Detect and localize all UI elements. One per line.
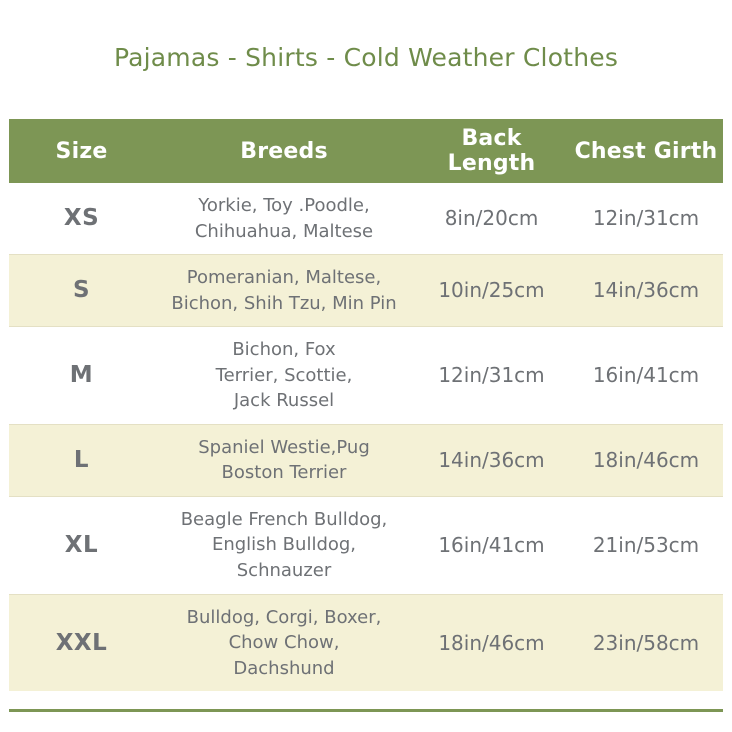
cell-breeds: Bulldog, Corgi, Boxer, Chow Chow, Dachshund: [154, 594, 414, 691]
cell-back-length: 14in/36cm: [414, 424, 569, 496]
cell-breeds: Yorkie, Toy .Poodle, Chihuahua, Maltese: [154, 183, 414, 255]
column-header-breeds: Breeds: [154, 119, 414, 183]
cell-size: S: [9, 255, 154, 327]
cell-chest-girth: 12in/31cm: [569, 183, 723, 255]
cell-chest-girth: 16in/41cm: [569, 327, 723, 425]
cell-back-length: 18in/46cm: [414, 594, 569, 691]
cell-back-length: 16in/41cm: [414, 496, 569, 594]
cell-chest-girth: 23in/58cm: [569, 594, 723, 691]
cell-size: XXL: [9, 594, 154, 691]
cell-chest-girth: 18in/46cm: [569, 424, 723, 496]
table-row: [9, 255, 723, 327]
cell-size: L: [9, 424, 154, 496]
page-title: Pajamas - Shirts - Cold Weather Clothes: [113, 43, 619, 72]
cell-back-length: 10in/25cm: [414, 255, 569, 327]
cell-breeds: Pomeranian, Maltese, Bichon, Shih Tzu, Min Pin: [154, 255, 414, 327]
size-chart-table-container: [9, 119, 723, 691]
size-chart-table: [9, 119, 723, 691]
cell-breeds: Bichon, Fox Terrier, Scottie, Jack Russel: [154, 327, 414, 425]
cell-chest-girth: 21in/53cm: [569, 496, 723, 594]
table-row: [9, 424, 723, 496]
table-body: [9, 183, 723, 691]
bottom-divider: [9, 709, 723, 712]
table-row: [9, 183, 723, 255]
column-header-size: Size: [9, 119, 154, 183]
cell-breeds: Spaniel Westie,Pug Boston Terrier: [154, 424, 414, 496]
cell-back-length: 8in/20cm: [414, 183, 569, 255]
cell-size: XS: [9, 183, 154, 255]
cell-back-length: 12in/31cm: [414, 327, 569, 425]
column-header-chest-girth: Chest Girth: [569, 119, 723, 183]
cell-size: XL: [9, 496, 154, 594]
cell-chest-girth: 14in/36cm: [569, 255, 723, 327]
table-row: [9, 327, 723, 425]
column-header-back-length: Back Length: [414, 119, 569, 183]
cell-breeds: Beagle French Bulldog, English Bulldog, Schnauzer: [154, 496, 414, 594]
table-header: [9, 119, 723, 183]
table-row: [9, 594, 723, 691]
table-header-row: [9, 119, 723, 183]
table-row: [9, 496, 723, 594]
cell-size: M: [9, 327, 154, 425]
